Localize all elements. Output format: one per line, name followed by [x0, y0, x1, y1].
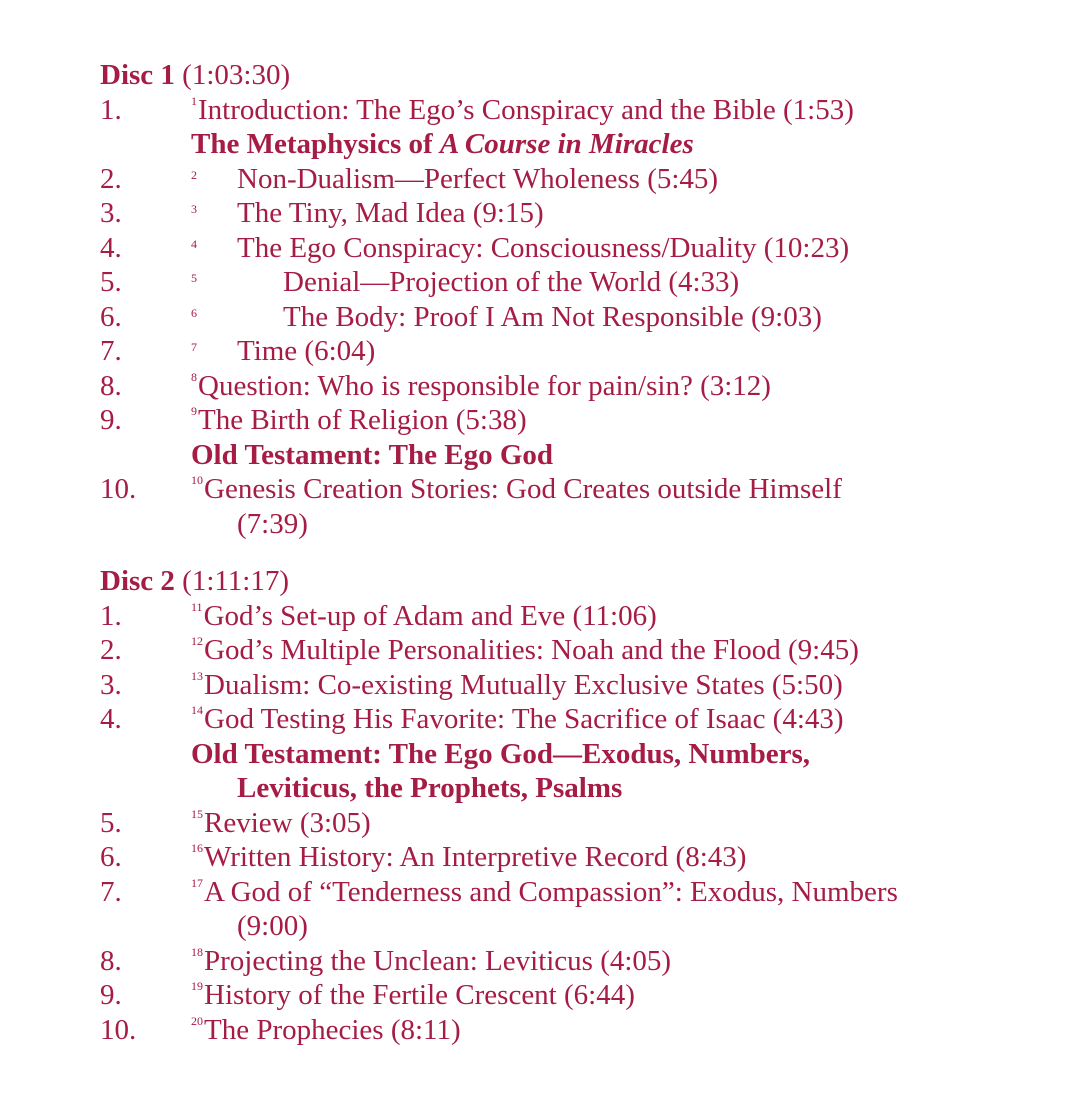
track-number: 1. [100, 93, 122, 126]
track-number: 1. [100, 599, 122, 632]
track-number: 8. [100, 369, 122, 402]
track-number: 6. [100, 841, 122, 873]
track-row [100, 875, 1060, 910]
disc-1-section [100, 58, 1060, 541]
section-heading [100, 737, 1060, 772]
track-title: The Ego Conspiracy: Consciousness/Duality (10:23) [237, 231, 850, 264]
track-title: Genesis Creation Stories: God Creates outside Himself [204, 473, 842, 505]
track-number: 4. [100, 231, 122, 264]
track-number: 7. [100, 335, 122, 367]
track-row [100, 944, 1060, 979]
heading-italic-text: A Course in Miracles [439, 128, 694, 160]
track-title: The Birth of Religion (5:38) [198, 404, 527, 436]
section-heading-text: Old Testament: The Ego God [191, 438, 554, 471]
track-number: 5. [100, 806, 122, 839]
footnote-marker: 11 [191, 599, 203, 614]
track-row [100, 231, 1060, 266]
track-duration: (9:00) [237, 910, 308, 942]
footnote-marker: 5 [191, 271, 197, 285]
track-row [100, 403, 1060, 438]
track-number: 8. [100, 944, 122, 977]
footnote-marker: 12 [191, 634, 203, 648]
track-title: Question: Who is responsible for pain/sin? (3:12) [198, 369, 771, 402]
track-number: 9. [100, 979, 122, 1011]
disc-label: Disc 2 [100, 565, 175, 597]
track-number: 3. [100, 668, 122, 701]
section-heading-continuation [100, 771, 1060, 806]
footnote-marker: 1 [191, 93, 197, 108]
track-row [100, 840, 1060, 875]
section-heading-text: Old Testament: The Ego God—Exodus, Numbers, [191, 737, 811, 770]
section-heading-text: Leviticus, the Prophets, Psalms [237, 772, 623, 804]
track-number: 5. [100, 266, 122, 298]
track-title: God Testing His Favorite: The Sacrifice of Isaac (4:43) [204, 703, 844, 735]
track-title: Introduction: The Ego’s Conspiracy and the Bible (1:53) [198, 93, 854, 126]
track-content [191, 1013, 461, 1053]
section-heading-text [191, 127, 694, 162]
track-title: Review (3:05) [204, 806, 371, 839]
disc-duration: (1:11:17) [182, 565, 290, 597]
track-row [100, 93, 1060, 128]
track-number: 4. [100, 703, 122, 735]
footnote-marker: 4 [191, 236, 197, 251]
track-row [100, 472, 1060, 507]
track-row [100, 702, 1060, 737]
track-number: 3. [100, 197, 122, 229]
track-row [100, 162, 1060, 197]
disc-title-line [100, 58, 1060, 93]
track-number: 6. [100, 300, 122, 333]
track-row-continuation [100, 507, 1060, 542]
track-row [100, 633, 1060, 668]
track-row [100, 599, 1060, 634]
track-row [100, 300, 1060, 335]
track-row [100, 1013, 1060, 1048]
track-title: Written History: An Interpretive Record (8:43) [204, 841, 747, 873]
track-number: 2. [100, 634, 122, 666]
track-number: 7. [100, 875, 122, 908]
track-title: Time (6:04) [237, 335, 376, 367]
disc-title-line [100, 564, 1060, 599]
heading-text: The Metaphysics of [191, 128, 440, 160]
track-row-continuation [100, 909, 1060, 944]
footnote-marker: 8 [191, 369, 197, 384]
track-number: 10. [100, 1013, 137, 1046]
footnote-marker: 10 [191, 473, 203, 487]
track-title: God’s Multiple Personalities: Noah and the Flood (9:45) [204, 634, 859, 666]
track-row [100, 334, 1060, 369]
footnote-marker: 6 [191, 305, 197, 320]
footnote-marker: 18 [191, 944, 203, 959]
track-row [100, 668, 1060, 703]
footnote-marker: 17 [191, 875, 203, 890]
footnote-marker: 13 [191, 668, 203, 683]
footnote-marker: 2 [191, 167, 197, 182]
track-number: 2. [100, 162, 122, 195]
disc-duration: (1:03:30) [182, 59, 291, 91]
track-title: God’s Set-up of Adam and Eve (11:06) [203, 599, 657, 632]
disc-label: Disc 1 [100, 59, 175, 91]
footnote-marker: 14 [191, 703, 203, 717]
footnote-marker: 9 [191, 404, 197, 418]
track-title: Non-Dualism—Perfect Wholeness (5:45) [237, 162, 719, 195]
track-title: The Prophecies (8:11) [204, 1013, 461, 1046]
track-row [100, 369, 1060, 404]
footnote-marker: 15 [191, 806, 203, 821]
footnote-marker: 3 [191, 202, 197, 216]
track-title: History of the Fertile Crescent (6:44) [204, 979, 635, 1011]
track-duration: (7:39) [237, 507, 308, 540]
track-row [100, 806, 1060, 841]
track-row [100, 978, 1060, 1013]
section-heading [100, 127, 1060, 162]
footnote-marker: 20 [191, 1013, 203, 1028]
track-title: The Body: Proof I Am Not Responsible (9:03) [283, 300, 822, 333]
footnote-marker: 16 [191, 841, 203, 855]
track-title: A God of “Tenderness and Compassion”: Exodus, Numbers [204, 875, 898, 908]
track-title: The Tiny, Mad Idea (9:15) [237, 197, 544, 229]
footnote-marker: 19 [191, 979, 203, 993]
track-row [100, 265, 1060, 300]
disc-2-section [100, 564, 1060, 1047]
track-title: Denial—Projection of the World (4:33) [283, 266, 740, 298]
footnote-marker: 7 [191, 340, 197, 354]
track-number: 9. [100, 404, 122, 436]
section-heading [100, 438, 1060, 473]
track-title: Dualism: Co-existing Mutually Exclusive States (5:50) [204, 668, 843, 701]
track-title: Projecting the Unclean: Leviticus (4:05) [204, 944, 672, 977]
track-number: 10. [100, 473, 137, 505]
track-row [100, 196, 1060, 231]
